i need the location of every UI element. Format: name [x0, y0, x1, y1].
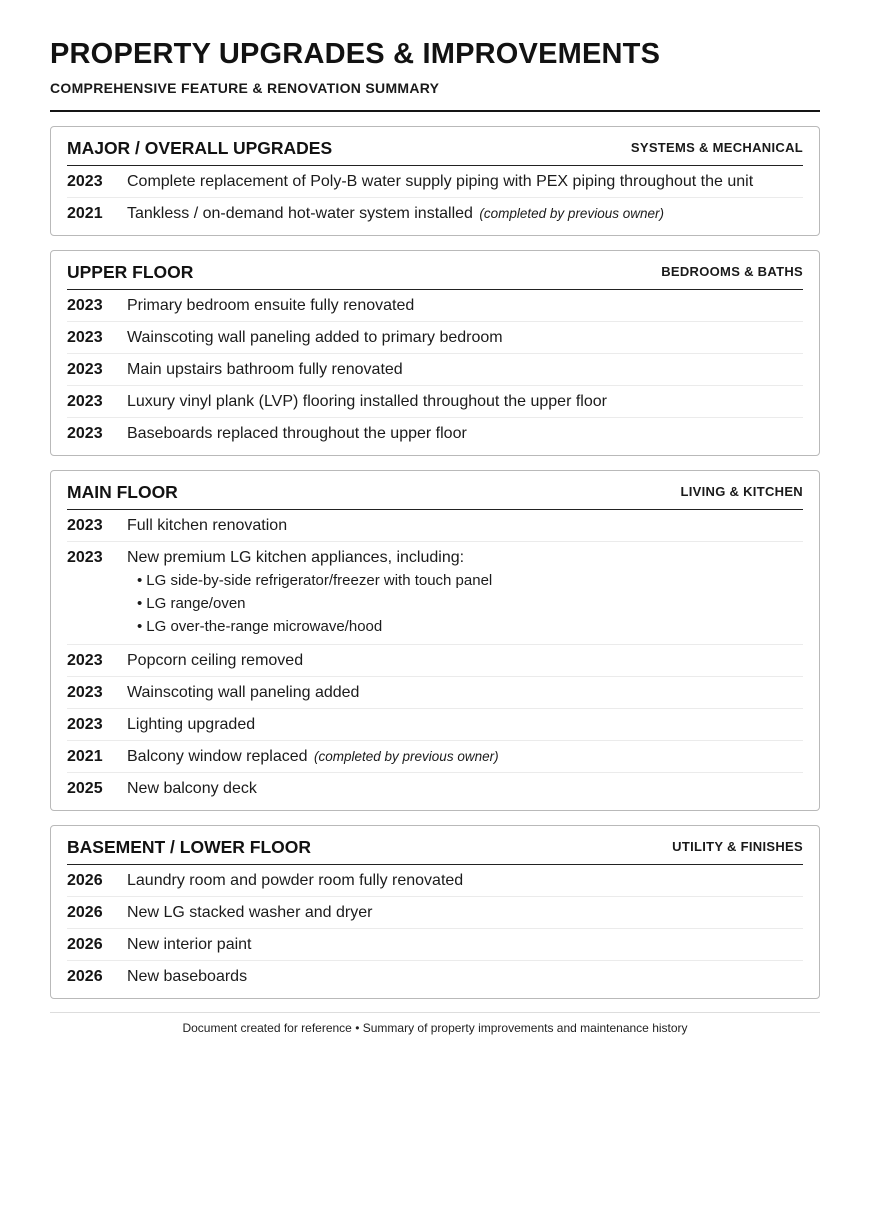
upgrade-description-block	[127, 360, 803, 379]
upgrade-year: 2025	[67, 780, 103, 797]
upgrade-item	[67, 929, 803, 961]
upgrade-year: 2026	[67, 968, 103, 985]
upgrade-item	[67, 645, 803, 677]
appliance-sublist	[127, 569, 803, 638]
upgrade-description-block	[127, 683, 803, 702]
upgrade-description: Wainscoting wall paneling added	[127, 684, 360, 701]
upgrade-item	[67, 709, 803, 741]
footer-note: Document created for reference • Summary of property improvements and maintenance history	[50, 1012, 820, 1035]
upgrade-description-block	[127, 392, 803, 411]
upgrade-item	[67, 354, 803, 386]
upgrade-description: Balcony window replaced	[127, 748, 308, 765]
upgrade-description-block	[127, 967, 803, 986]
bullet-icon: •	[137, 618, 143, 635]
upgrade-description-block	[127, 935, 803, 954]
upgrade-description: Popcorn ceiling removed	[127, 652, 304, 669]
upgrade-item	[67, 865, 803, 897]
upgrade-year: 2023	[67, 549, 103, 566]
upgrade-description-block	[127, 548, 803, 638]
upgrade-description: Wainscoting wall paneling added to primary bedroom	[127, 329, 503, 346]
upgrade-item	[67, 322, 803, 354]
upgrade-description-block	[127, 871, 803, 890]
section-category-tag: LIVING & KITCHEN	[680, 484, 803, 499]
upgrade-list	[67, 290, 803, 449]
upgrade-list	[67, 166, 803, 229]
section-header	[67, 259, 803, 290]
upgrade-description-block	[127, 715, 803, 734]
upgrade-list	[67, 510, 803, 804]
upgrade-note: (completed by previous owner)	[479, 206, 664, 221]
section-header	[67, 479, 803, 510]
upgrade-year: 2021	[67, 205, 103, 222]
section-upper-floor	[50, 250, 820, 456]
upgrade-list	[67, 865, 803, 992]
upgrade-item	[67, 961, 803, 992]
upgrade-year: 2023	[67, 652, 103, 669]
section-title: MAJOR / OVERALL UPGRADES	[67, 138, 333, 158]
upgrade-year: 2021	[67, 748, 103, 765]
upgrade-year: 2023	[67, 517, 103, 534]
document-page	[50, 0, 820, 1035]
bullet-icon: •	[137, 595, 143, 612]
section-category-tag: SYSTEMS & MECHANICAL	[630, 140, 803, 155]
upgrade-description: New LG stacked washer and dryer	[127, 904, 373, 921]
section-header	[67, 834, 803, 865]
upgrade-description: New baseboards	[127, 968, 248, 985]
sections-container	[50, 126, 820, 999]
upgrade-description-block	[127, 172, 803, 191]
upgrade-item	[67, 510, 803, 542]
section-title: UPPER FLOOR	[67, 262, 194, 282]
appliance-list-item	[137, 569, 803, 592]
section-basement-lower-floor	[50, 825, 820, 999]
upgrade-item	[67, 166, 803, 198]
upgrade-description: Laundry room and powder room fully renovated	[127, 872, 464, 889]
upgrade-description-block	[127, 779, 803, 798]
upgrade-item	[67, 418, 803, 449]
upgrade-note: (completed by previous owner)	[314, 749, 499, 764]
bullet-icon: •	[137, 572, 143, 589]
upgrade-item	[67, 773, 803, 804]
section-category-tag: BEDROOMS & BATHS	[661, 264, 803, 279]
upgrade-description: Complete replacement of Poly-B water supply piping with PEX piping throughout the unit	[127, 173, 754, 190]
upgrade-description-block	[127, 296, 803, 315]
upgrade-description-block	[127, 516, 803, 535]
appliance-list-item	[137, 592, 803, 615]
upgrade-year: 2023	[67, 425, 103, 442]
document-subtitle: COMPREHENSIVE FEATURE & RENOVATION SUMMARY	[50, 80, 440, 96]
document-title: PROPERTY UPGRADES & IMPROVEMENTS	[50, 38, 661, 70]
upgrade-item	[67, 198, 803, 229]
upgrade-description: Main upstairs bathroom fully renovated	[127, 361, 403, 378]
upgrade-description: Primary bedroom ensuite fully renovated	[127, 297, 415, 314]
upgrade-description: New interior paint	[127, 936, 252, 953]
upgrade-description-block	[127, 903, 803, 922]
section-header	[67, 135, 803, 166]
appliance-name: LG over-the-range microwave/hood	[146, 618, 383, 635]
upgrade-description: New premium LG kitchen appliances, including:	[127, 549, 465, 566]
upgrade-year: 2026	[67, 936, 103, 953]
upgrade-year: 2023	[67, 393, 103, 410]
upgrade-description: Full kitchen renovation	[127, 517, 288, 534]
upgrade-description: New balcony deck	[127, 780, 257, 797]
upgrade-item	[67, 897, 803, 929]
upgrade-description-block	[127, 651, 803, 670]
upgrade-item	[67, 542, 803, 645]
upgrade-year: 2023	[67, 716, 103, 733]
section-main-floor	[50, 470, 820, 811]
upgrade-description: Baseboards replaced throughout the upper floor	[127, 425, 467, 442]
upgrade-item	[67, 290, 803, 322]
appliance-name: LG side-by-side refrigerator/freezer with touch panel	[146, 572, 493, 589]
section-category-tag: UTILITY & FINISHES	[672, 839, 803, 854]
upgrade-description: Lighting upgraded	[127, 716, 256, 733]
section-title: MAIN FLOOR	[67, 482, 178, 502]
upgrade-description-block	[127, 204, 803, 223]
upgrade-item	[67, 677, 803, 709]
appliance-list-item	[137, 615, 803, 638]
upgrade-year: 2023	[67, 297, 103, 314]
title-divider	[50, 110, 820, 112]
upgrade-year: 2026	[67, 904, 103, 921]
upgrade-description-block	[127, 424, 803, 443]
upgrade-year: 2023	[67, 329, 103, 346]
upgrade-description: Tankless / on-demand hot-water system installed	[127, 205, 473, 222]
section-major-overall-upgrades	[50, 126, 820, 236]
upgrade-item	[67, 741, 803, 773]
upgrade-year: 2023	[67, 684, 103, 701]
upgrade-description: Luxury vinyl plank (LVP) flooring installed throughout the upper floor	[127, 393, 607, 410]
upgrade-year: 2023	[67, 173, 103, 190]
upgrade-item	[67, 386, 803, 418]
upgrade-year: 2026	[67, 872, 103, 889]
section-title: BASEMENT / LOWER FLOOR	[67, 837, 312, 857]
appliance-name: LG range/oven	[146, 595, 246, 612]
upgrade-description-block	[127, 328, 803, 347]
upgrade-description-block	[127, 747, 803, 766]
upgrade-year: 2023	[67, 361, 103, 378]
